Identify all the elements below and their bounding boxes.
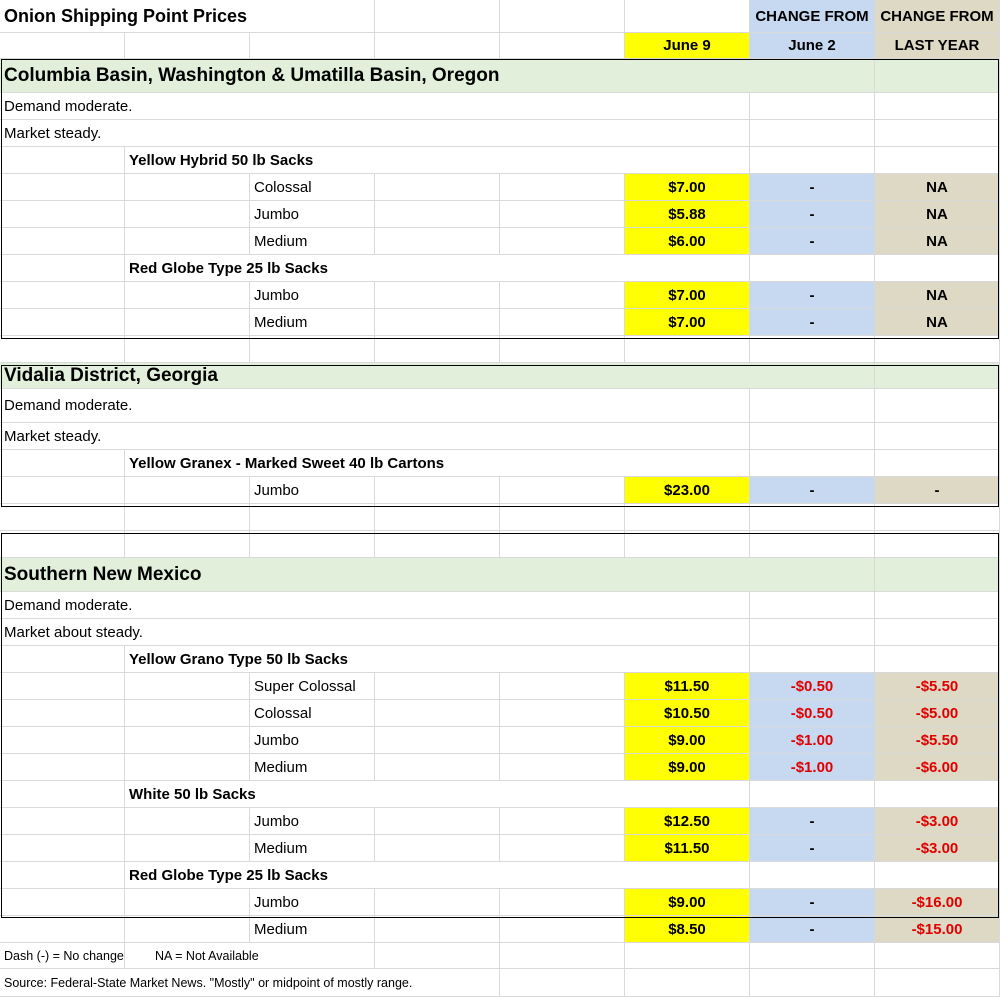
- price-cell: $8.50: [625, 916, 750, 943]
- empty-cell: [500, 835, 625, 862]
- empty-cell: [750, 592, 875, 619]
- year-change-cell: -$15.00: [875, 916, 1000, 943]
- empty-cell: [500, 808, 625, 835]
- empty-cell: [125, 673, 250, 700]
- empty-cell: [375, 0, 500, 33]
- empty-cell: [0, 147, 125, 174]
- empty-cell: [625, 969, 750, 997]
- empty-cell: [875, 531, 1000, 558]
- empty-cell: [375, 889, 500, 916]
- empty-cell: [375, 835, 500, 862]
- week-change-cell: -$0.50: [750, 700, 875, 727]
- empty-cell: [375, 309, 500, 336]
- empty-cell: [500, 754, 625, 781]
- week-change-cell: -: [750, 808, 875, 835]
- demand-note: Demand moderate.: [0, 592, 750, 619]
- week-change-cell: -: [750, 201, 875, 228]
- empty-cell: [750, 450, 875, 477]
- previous-date-header: June 2: [750, 33, 875, 59]
- empty-cell: [750, 619, 875, 646]
- empty-cell: [875, 969, 1000, 997]
- year-change-cell: NA: [875, 201, 1000, 228]
- empty-cell: [500, 943, 625, 969]
- price-cell: $9.00: [625, 754, 750, 781]
- empty-cell: [875, 862, 1000, 889]
- week-change-cell: -: [750, 309, 875, 336]
- sheet-title: Onion Shipping Point Prices: [0, 0, 375, 33]
- empty-cell: [0, 727, 125, 754]
- change-from-header-week: CHANGE FROM: [750, 0, 875, 33]
- empty-cell: [125, 808, 250, 835]
- size-label: Medium: [250, 916, 375, 943]
- demand-note: Demand moderate.: [0, 389, 750, 423]
- empty-cell: [0, 673, 125, 700]
- week-change-cell: -: [750, 228, 875, 255]
- empty-cell: [500, 201, 625, 228]
- empty-cell: [375, 174, 500, 201]
- empty-cell: [500, 336, 625, 363]
- empty-cell: [500, 916, 625, 943]
- empty-cell: [125, 336, 250, 363]
- empty-cell: [875, 93, 1000, 120]
- empty-cell: [0, 646, 125, 673]
- empty-cell: [0, 754, 125, 781]
- empty-cell: [125, 916, 250, 943]
- region-fill: [875, 59, 1000, 93]
- empty-cell: [875, 619, 1000, 646]
- price-cell: $23.00: [625, 477, 750, 504]
- last-year-header: LAST YEAR: [875, 33, 1000, 59]
- empty-cell: [0, 309, 125, 336]
- empty-cell: [875, 781, 1000, 808]
- empty-cell: [0, 781, 125, 808]
- empty-cell: [0, 228, 125, 255]
- empty-cell: [750, 147, 875, 174]
- empty-cell: [0, 336, 125, 363]
- source-note: Source: Federal-State Market News. "Mostly" or midpoint of mostly range.: [0, 969, 500, 997]
- empty-cell: [375, 336, 500, 363]
- empty-cell: [125, 282, 250, 309]
- week-change-cell: -: [750, 835, 875, 862]
- empty-cell: [875, 389, 1000, 423]
- size-label: Jumbo: [250, 282, 375, 309]
- year-change-cell: NA: [875, 174, 1000, 201]
- empty-cell: [750, 504, 875, 531]
- empty-cell: [875, 592, 1000, 619]
- empty-cell: [750, 93, 875, 120]
- year-change-cell: -: [875, 477, 1000, 504]
- commodity-group-title: White 50 lb Sacks: [125, 781, 750, 808]
- empty-cell: [500, 282, 625, 309]
- empty-cell: [125, 754, 250, 781]
- year-change-cell: -$6.00: [875, 754, 1000, 781]
- empty-cell: [625, 0, 750, 33]
- empty-cell: [375, 700, 500, 727]
- empty-cell: [500, 727, 625, 754]
- empty-cell: [500, 0, 625, 33]
- price-cell: $7.00: [625, 174, 750, 201]
- commodity-group-title: Red Globe Type 25 lb Sacks: [125, 255, 750, 282]
- commodity-group-title: Yellow Hybrid 50 lb Sacks: [125, 147, 750, 174]
- empty-cell: [125, 889, 250, 916]
- empty-cell: [875, 147, 1000, 174]
- empty-cell: [500, 309, 625, 336]
- size-label: Jumbo: [250, 808, 375, 835]
- empty-cell: [250, 336, 375, 363]
- week-change-cell: -: [750, 174, 875, 201]
- empty-cell: [375, 673, 500, 700]
- empty-cell: [500, 700, 625, 727]
- empty-cell: [250, 33, 375, 59]
- empty-cell: [250, 531, 375, 558]
- year-change-cell: NA: [875, 282, 1000, 309]
- price-cell: $11.50: [625, 673, 750, 700]
- year-change-cell: -$16.00: [875, 889, 1000, 916]
- region-fill: [875, 363, 1000, 389]
- empty-cell: [0, 174, 125, 201]
- week-change-cell: -: [750, 889, 875, 916]
- price-cell: $9.00: [625, 727, 750, 754]
- empty-cell: [875, 504, 1000, 531]
- size-label: Jumbo: [250, 477, 375, 504]
- empty-cell: [500, 889, 625, 916]
- region-title: Vidalia District, Georgia: [0, 363, 875, 389]
- region-title: Southern New Mexico: [0, 558, 875, 592]
- empty-cell: [750, 336, 875, 363]
- empty-cell: [500, 673, 625, 700]
- empty-cell: [375, 201, 500, 228]
- empty-cell: [750, 781, 875, 808]
- price-cell: $6.00: [625, 228, 750, 255]
- current-date-header: June 9: [625, 33, 750, 59]
- empty-cell: [125, 201, 250, 228]
- region-fill: [875, 558, 1000, 592]
- week-change-cell: -$1.00: [750, 754, 875, 781]
- year-change-cell: NA: [875, 309, 1000, 336]
- empty-cell: [875, 646, 1000, 673]
- empty-cell: [750, 969, 875, 997]
- empty-cell: [875, 423, 1000, 450]
- empty-cell: [0, 255, 125, 282]
- year-change-cell: -$3.00: [875, 835, 1000, 862]
- legend-dash: Dash (-) = No change: [0, 943, 125, 969]
- empty-cell: [0, 450, 125, 477]
- empty-cell: [0, 835, 125, 862]
- empty-cell: [125, 228, 250, 255]
- market-note: Market about steady.: [0, 619, 750, 646]
- empty-cell: [750, 943, 875, 969]
- price-cell: $9.00: [625, 889, 750, 916]
- region-title: Columbia Basin, Washington & Umatilla Basin, Oregon: [0, 59, 875, 93]
- size-label: Jumbo: [250, 201, 375, 228]
- empty-cell: [125, 727, 250, 754]
- week-change-cell: -: [750, 477, 875, 504]
- year-change-cell: -$5.50: [875, 727, 1000, 754]
- empty-cell: [125, 504, 250, 531]
- size-label: Colossal: [250, 700, 375, 727]
- empty-cell: [750, 389, 875, 423]
- market-note: Market steady.: [0, 423, 750, 450]
- empty-cell: [125, 174, 250, 201]
- empty-cell: [750, 646, 875, 673]
- year-change-cell: NA: [875, 228, 1000, 255]
- empty-cell: [750, 862, 875, 889]
- price-cell: $7.00: [625, 309, 750, 336]
- empty-cell: [500, 477, 625, 504]
- empty-cell: [875, 120, 1000, 147]
- empty-cell: [625, 531, 750, 558]
- size-label: Medium: [250, 754, 375, 781]
- size-label: Medium: [250, 228, 375, 255]
- empty-cell: [125, 309, 250, 336]
- size-label: Medium: [250, 835, 375, 862]
- empty-cell: [625, 336, 750, 363]
- empty-cell: [875, 943, 1000, 969]
- year-change-cell: -$3.00: [875, 808, 1000, 835]
- empty-cell: [0, 504, 125, 531]
- empty-cell: [375, 228, 500, 255]
- empty-cell: [500, 504, 625, 531]
- empty-cell: [375, 943, 500, 969]
- empty-cell: [375, 727, 500, 754]
- price-cell: $5.88: [625, 201, 750, 228]
- empty-cell: [0, 282, 125, 309]
- price-cell: $10.50: [625, 700, 750, 727]
- empty-cell: [500, 969, 625, 997]
- year-change-cell: -$5.50: [875, 673, 1000, 700]
- empty-cell: [0, 531, 125, 558]
- empty-cell: [625, 504, 750, 531]
- change-from-header-year: CHANGE FROM: [875, 0, 1000, 33]
- empty-cell: [375, 504, 500, 531]
- empty-cell: [875, 450, 1000, 477]
- empty-cell: [875, 336, 1000, 363]
- empty-cell: [500, 174, 625, 201]
- commodity-group-title: Yellow Grano Type 50 lb Sacks: [125, 646, 750, 673]
- year-change-cell: -$5.00: [875, 700, 1000, 727]
- empty-cell: [125, 531, 250, 558]
- empty-cell: [500, 228, 625, 255]
- empty-cell: [375, 282, 500, 309]
- empty-cell: [875, 255, 1000, 282]
- empty-cell: [0, 808, 125, 835]
- legend-na: NA = Not Available: [125, 943, 375, 969]
- empty-cell: [0, 916, 125, 943]
- empty-cell: [500, 33, 625, 59]
- empty-cell: [0, 889, 125, 916]
- size-label: Colossal: [250, 174, 375, 201]
- size-label: Jumbo: [250, 727, 375, 754]
- commodity-group-title: Red Globe Type 25 lb Sacks: [125, 862, 750, 889]
- empty-cell: [0, 862, 125, 889]
- size-label: Super Colossal: [250, 673, 375, 700]
- empty-cell: [0, 201, 125, 228]
- price-cell: $7.00: [625, 282, 750, 309]
- empty-cell: [0, 477, 125, 504]
- empty-cell: [125, 835, 250, 862]
- empty-cell: [750, 531, 875, 558]
- week-change-cell: -: [750, 282, 875, 309]
- demand-note: Demand moderate.: [0, 93, 750, 120]
- empty-cell: [375, 808, 500, 835]
- week-change-cell: -$1.00: [750, 727, 875, 754]
- price-cell: $12.50: [625, 808, 750, 835]
- empty-cell: [750, 255, 875, 282]
- empty-cell: [750, 120, 875, 147]
- empty-cell: [0, 33, 125, 59]
- empty-cell: [250, 504, 375, 531]
- empty-cell: [375, 33, 500, 59]
- empty-cell: [125, 477, 250, 504]
- week-change-cell: -: [750, 916, 875, 943]
- market-note: Market steady.: [0, 120, 750, 147]
- size-label: Jumbo: [250, 889, 375, 916]
- empty-cell: [375, 916, 500, 943]
- empty-cell: [625, 943, 750, 969]
- size-label: Medium: [250, 309, 375, 336]
- empty-cell: [0, 700, 125, 727]
- empty-cell: [375, 531, 500, 558]
- empty-cell: [375, 477, 500, 504]
- week-change-cell: -$0.50: [750, 673, 875, 700]
- empty-cell: [125, 700, 250, 727]
- empty-cell: [500, 531, 625, 558]
- empty-cell: [125, 33, 250, 59]
- empty-cell: [750, 423, 875, 450]
- commodity-group-title: Yellow Granex - Marked Sweet 40 lb Cartons: [125, 450, 750, 477]
- empty-cell: [375, 754, 500, 781]
- price-cell: $11.50: [625, 835, 750, 862]
